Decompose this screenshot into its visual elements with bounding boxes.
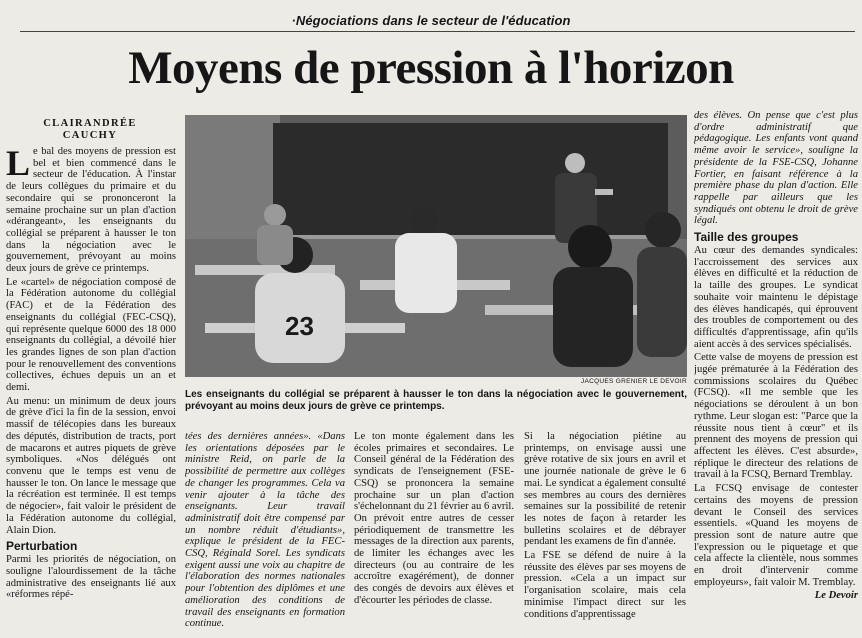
byline-line2: CAUCHY [62,130,118,141]
byline-line1: CLAIRANDRÉE [43,118,137,129]
column-5 [694,110,858,636]
column-2 [185,431,345,636]
kicker: ·Négociations dans le secteur de l'éducation [291,13,571,28]
column-1 [6,146,176,636]
col1-paragraph: Parmi les priorités de négociation, on souligne l'alourdissement de la tâche administrative des enseignants lié aux «réformes répé- [6,554,176,601]
drop-cap: L [6,146,31,183]
photo-credit: JACQUES GRENIER LE DEVOIR [580,378,687,385]
col5-paragraph: Cette valse de moyens de pression est jugée prématurée à la Fédération des commissions scolaires du Québec (FCSQ). «Il me semble que les négociations se déroulent à un bon rythme. Leur slogan est: "Parce que la réussite nous tient à cœur" et ils prennent des moyens de pression qui affectent les élèves. C'est absurde», réplique le directeur des relations de travail à la FCSQ, Bernard Tremblay. [694,352,858,481]
col5-paragraph: Au cœur des demandes syndicales: l'accroissement des services aux élèves en difficulté et la réduction de la taille des groupes. Le syndicat souhaite voir maintenu le dépistage des élèves handicapés, qui éprouvent des troubles de comportement ou des difficultés d'apprentissage, afin qu'ils aient accès à des services spécialisés. [694,245,858,350]
col5-paragraph: La FCSQ envisage de contester certains des moyens de pression devant le Conseil des services essentiels. «Quand les moyens de pression sont de nature autre que l'expression ou le piquetage et que cela affecte la clientèle, nous sommes en droit d'intervenir comme employeurs», fait valoir M. Tremblay. [694,483,858,588]
col2-paragraph: tées des dernières années». «Dans les orientations déposées par le ministre Reid, on parle de la possibilité de permettre aux collèges de changer les programmes. Cela va venir ajouter à la tâche des enseignants. Leur travail administratif doit être compensé par un nombre réduit d'étudiants», explique le président de la FEC-CSQ, Réginald Sorel. Les syndicats exigent aussi une voix au chapitre de l'élaboration des normes nationales pour l'obtention des diplômes et une amélioration des conditions de travail des enseignants en formation continue. [185,431,345,630]
column-3 [354,431,514,636]
col1-paragraph: Le bal des moyens de pression est bel et bien commencé dans le secteur de l'éducation. À l'instar de leurs collègues du primaire et du secondaire qui se prononceront la semaine prochaine sur un plan d'action «dérangeant», les enseignants du collégial se préparent à hausser le ton dans la négociation avec le gouvernement, prévoyant au moins deux jours de grève ce printemps. [6,146,176,275]
shirt-number: 23 [285,311,314,341]
photo-caption: Les enseignants du collégial se préparent à hausser le ton dans la négociation avec le gouvernement, prévoyant au moins deux jours de grève ce printemps. [185,389,687,412]
classroom-photo [185,115,687,377]
signoff: Le Devoir [814,590,858,602]
headline: Moyens de pression à l'horizon [128,42,734,94]
col5-paragraph: des élèves. On pense que c'est plus d'ordre administratif que pédagogique. Les enfants vont quand même avoir le service», souligne la présidente de la FSE-CSQ, Johanne Fortier, en faisant référence à la première phase du plan d'action. Elle rappelle par ailleurs que les syndiqués ont obtenu le droit de grève légal. [694,110,858,227]
col3-paragraph: Le ton monte également dans les écoles primaires et secondaires. Le Conseil général de la Fédération des syndicats de l'enseignement (FSE-CSQ) se prononcera la semaine prochaine sur un plan d'action s'échelonnant du 21 février au 6 avril. On prévoit entre autres de cesser périodiquement de transmettre les messages de la direction aux parents, de limiter les échanges avec les directeurs (ou au contraire de les accroître exagérément), de donner des congés de devoirs aux élèves et d'écourter les périodes de classe. [354,431,514,606]
subhead-perturbation: Perturbation [6,539,78,554]
byline [0,118,180,142]
col4-paragraph: La FSE se défend de nuire à la réussite des élèves par ses moyens de pression. «Cela a un impact sur l'organisation scolaire, mais cela minimise l'impact direct sur les conditions d'apprentissage [524,550,686,620]
col1-paragraph: Le «cartel» de négociation composé de la Fédération autonome du collégial (FAC) et de la Fédération des enseignants du collégial (FEC-CSQ), qui représente quelque 6000 des 18 000 enseignants du collégial, a dévoilé hier les grandes lignes de son plan d'action pour le renouvellement des conventions collectives, échues depuis un an et demi. [6,276,176,394]
col1-paragraph: Au menu: un minimum de deux jours de grève d'ici la fin de la session, envoi massif de télécopies dans les bureaux des députés, distribution de tracts, port de macarons et autres piquets de grève symboliques. «Nos délégués ont convenu que le temps est venu de hausser le ton. On lance le message que la récréation est terminée. Il est temps de négocier», fait valoir le président de la Fédération autonome du collégial, Alain Dion. [6,395,176,536]
kicker-rule [20,31,855,32]
col4-paragraph: Si la négociation piétine au printemps, on envisage aussi une grève rotative de six jours en avril et une journée nationale de grève le 6 mai. Le syndicat a également consulté ses membres au cours des dernières semaines sur la possibilité de retenir les notes de façon à retarder les bulletins scolaires et de débrayer pendant les examens de fin d'année. [524,431,686,548]
subhead-taille-des-groupes: Taille des groupes [694,230,799,245]
column-4 [524,431,686,636]
